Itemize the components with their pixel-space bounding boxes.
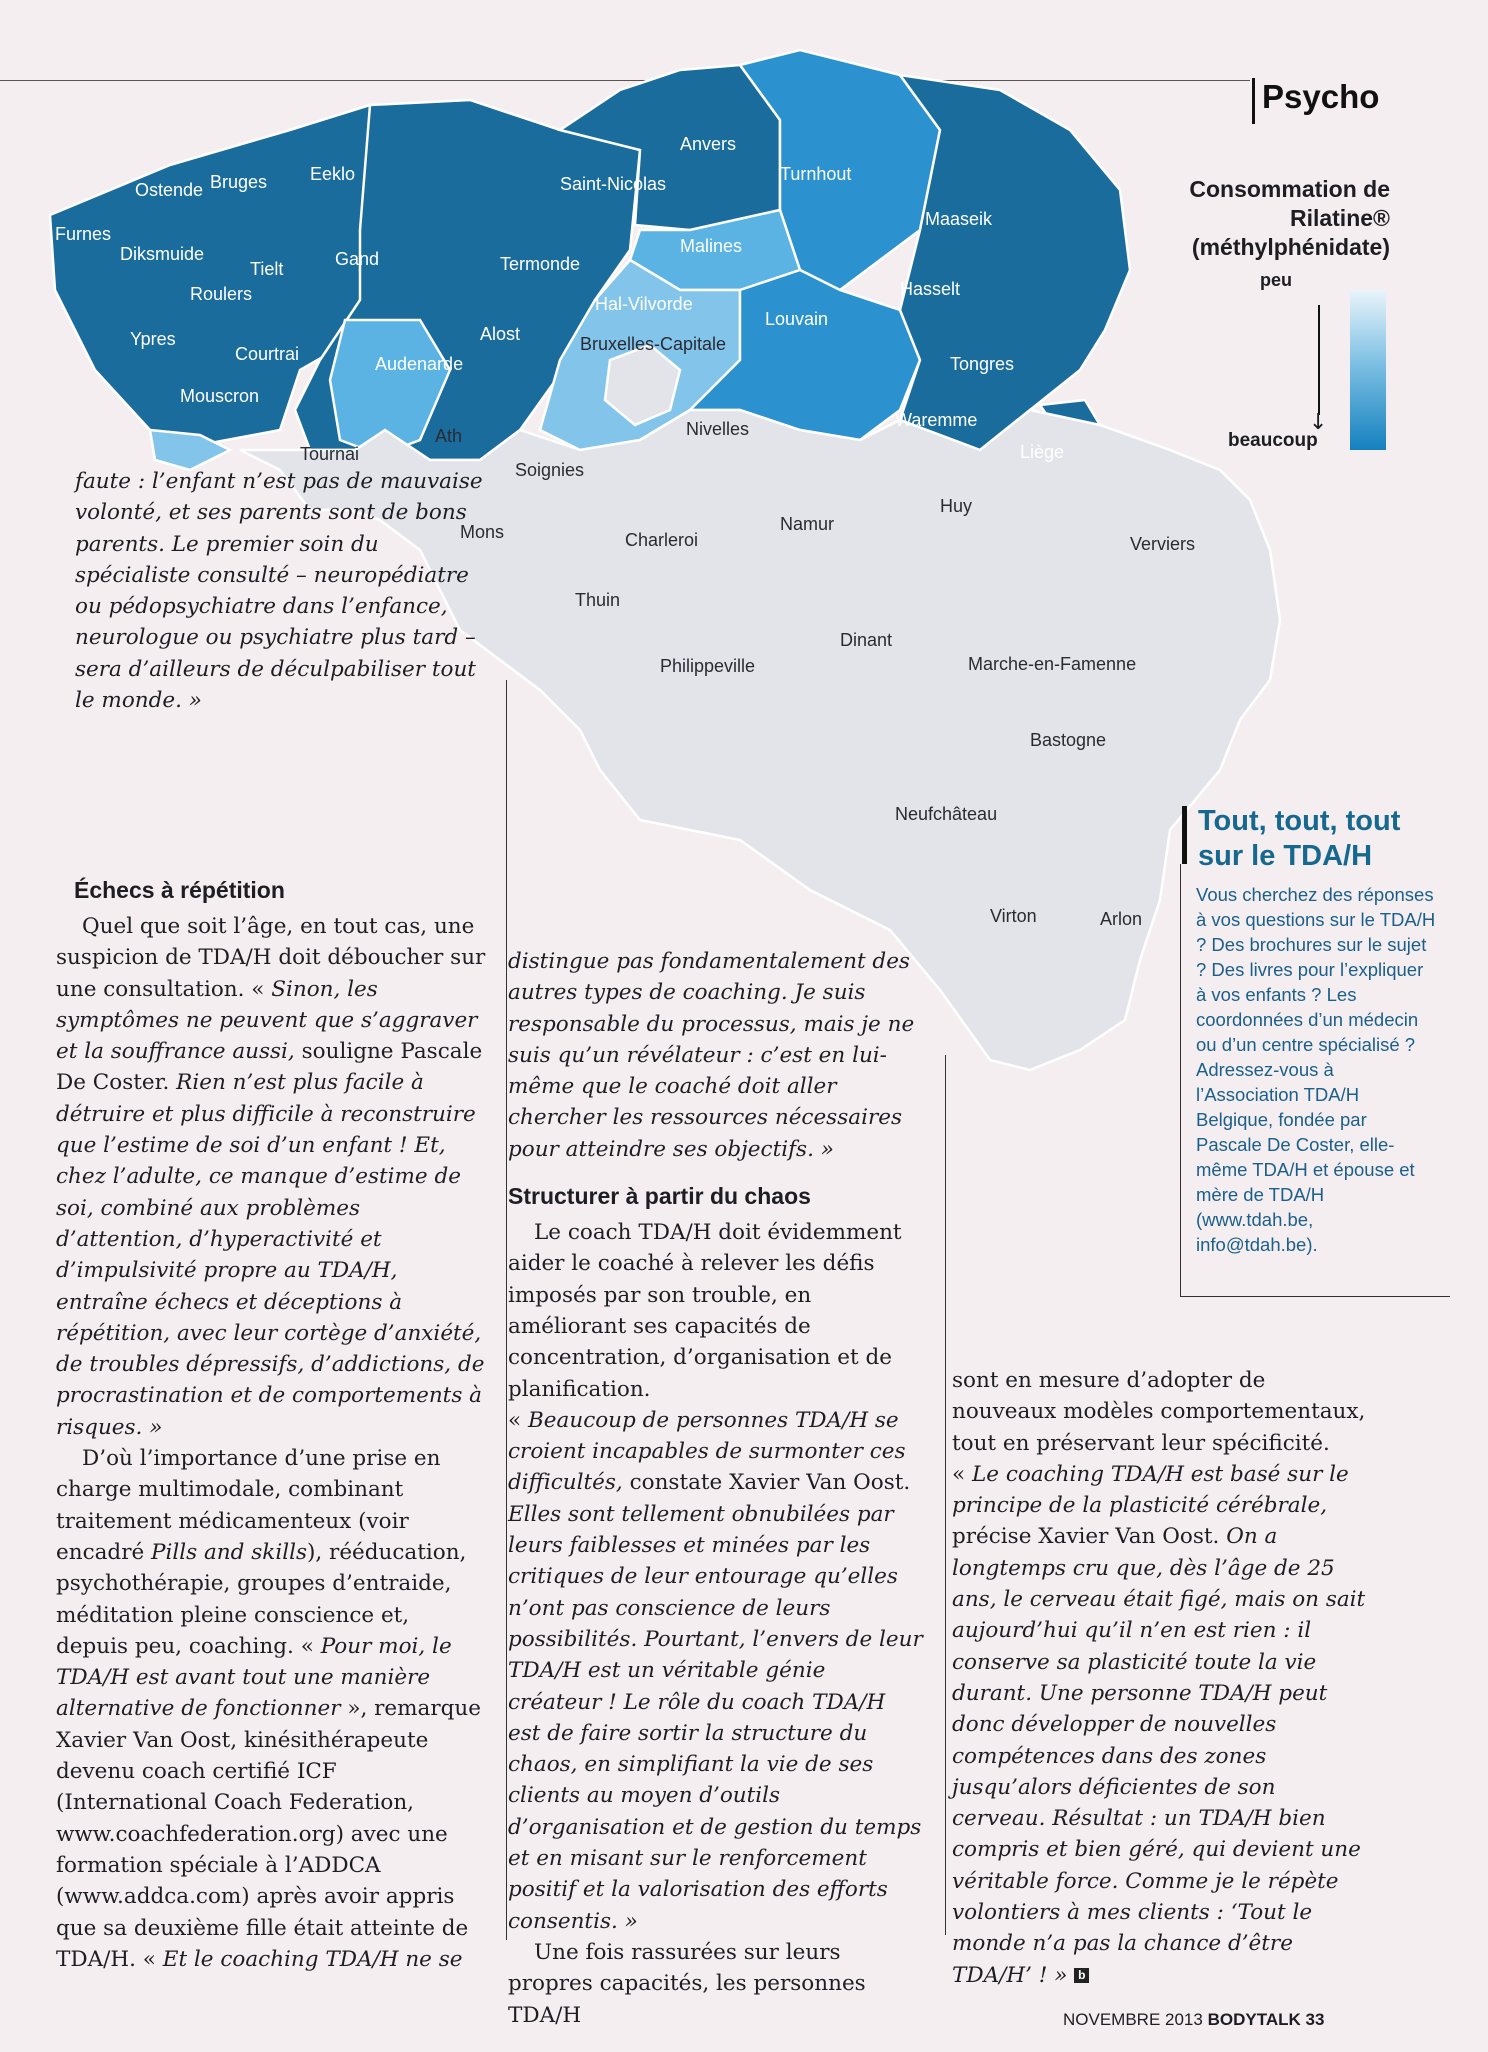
map-label-termonde: Termonde [500,254,581,274]
map-label-malines: Malines [680,236,743,256]
end-mark-icon: b [1074,1968,1089,1983]
map-label-ath: Ath [435,426,463,446]
map-label-bastogne: Bastogne [1030,730,1107,750]
paragraph: « Beaucoup de personnes TDA/H se croient incapables de surmonter ces difficultés, constate Xavier Van Oost. Elles sont tellement obnubilées par leurs faiblesses et minées par les critiques de leur entourage qu’elles n’ont pas conscience de leurs possibilités. Pourtant, l’envers de leur TDA/H est un véritable génie créateur ! Le rôle du coach TDA/H est de faire sortir la structure du chaos, en simplifiant la vie de ses clients au moyen d’outils d’organisation et de gestion du temps et en misant sur le renforcement positif et la valorisation des efforts consentis. » [508,1407,923,1934]
map-label-roulers: Roulers [190,284,253,304]
map-label-soignies: Soignies [515,460,585,480]
column-2 [508,946,923,2031]
map-label-hal-vilvorde: Hal-Vilvorde [595,294,693,314]
paragraph: Une fois rassurées sur leurs propres capacités, les personnes TDA/H [508,1939,866,2028]
paragraph: « Le coaching TDA/H est basé sur le principe de la plasticité cérébrale, précise Xavier Van Oost. On a longtemps cru que, dès l’âge de 25 ans, le cerveau était figé, mais on sait aujourd’hui qu’il n’en est rien : il conserve sa plasticité toute la vie durant. Une personne TDA/H peut donc développer de nouvelles compétences dans des zones jusqu’alors déficientes de son cerveau. Résultat : un TDA/H bien compris et bien géré, qui devient une véritable force. Comme je le répète volontiers à mes clients : ‘Tout le monde n’a pas la chance d’être TDA/H’ ! » b [952,1461,1366,1988]
heading-structurer: Structurer à partir du chaos [508,1183,811,1210]
paragraph: sont en mesure d’adopter de nouveaux modèles comportementaux, tout en préservant leur spécificité. [952,1368,1366,1456]
map-label-dinant: Dinant [840,630,893,650]
heading-echecs: Échecs à répétition [74,877,285,903]
map-label-li-ge: Liège [1020,442,1065,462]
map-label-eeklo: Eeklo [310,164,356,184]
map-label-tongres: Tongres [950,354,1015,374]
map-label-namur: Namur [780,514,835,534]
map-label-huy: Huy [940,496,973,516]
paragraph: D’où l’importance d’une prise en charge multimodale, combinant traitement médicamenteux (voir encadré Pills and skills), rééducation, psychothérapie, groupes d’entraide, méditation pleine conscience et, depuis peu, coaching. « Pour moi, le TDA/H est avant tout une manière alternative de fonctionner », remarque Xavier Van Oost, kinésithérapeute devenu coach certifié ICF (International Coach Federation, www.coachfederation.org) avec une formation spéciale à l’ADDCA (www.addca.com) après avoir appris que sa deuxième fille était atteinte de TDA/H. « Et le coaching TDA/H ne se [56,1446,481,1972]
map-label-mons: Mons [460,522,505,542]
legend-gradient-bar [1350,290,1386,450]
map-label-tournai: Tournai [300,444,360,464]
map-label-ypres: Ypres [130,329,176,349]
paragraph: Le coach TDA/H doit évidemment aider le coaché à relever les défis imposés par son trouble, en améliorant ses capacités de concentration, d’organisation et de planification. [508,1220,902,1402]
map-label-nivelles: Nivelles [686,419,750,439]
paragraph: Quel que soit l’âge, en tout cas, une suspicion de TDA/H doit déboucher sur une consultation. « Sinon, les symptômes ne peuvent que s’aggraver et la souffrance aussi, souligne Pascale De Coster. Rien n’est plus facile à détruire et plus difficile à reconstruire que l’estime de soi d’un enfant ! Et, chez l’adulte, ce manque d’estime de soi, combiné aux problèmes d’attention, d’hyperactivité et d’impulsivité propre au TDA/H, entraîne échecs et déceptions à répétition, avec leur cortège d’anxiété, de troubles dépressifs, d’addictions, de procrastination et de comportements à risques. » [56,914,486,1440]
legend-high-label: beaucoup [1228,430,1318,451]
map-label-anvers: Anvers [680,134,737,154]
map-label-thuin: Thuin [575,590,621,610]
map-label-maaseik: Maaseik [925,209,993,229]
map-label-diksmuide: Diksmuide [120,244,205,264]
map-label-verviers: Verviers [1130,534,1196,554]
map-label-marche-en-famenne: Marche-en-Famenne [968,654,1137,674]
page-number: 33 [1305,2010,1325,2029]
column-1 [56,873,486,1975]
map-label-turnhout: Turnhout [780,164,852,184]
page-footer [1063,2010,1324,2030]
map-label-philippeville: Philippeville [660,656,756,676]
box-accent-bar [1182,806,1187,864]
map-label-neufch-teau: Neufchâteau [895,804,998,824]
box-title: Tout, tout, tout sur le TDA/H [1198,805,1401,872]
column-3 [952,1365,1372,1991]
map-label-bruges: Bruges [210,172,268,192]
map-label-virton: Virton [990,906,1037,926]
legend-low-label: peu [1260,270,1293,290]
column-divider [506,680,507,1940]
map-label-courtrai: Courtrai [235,344,300,364]
box-frame [1180,1296,1450,1297]
map-label-waremme: Waremme [895,410,978,430]
map-label-ostende: Ostende [135,180,204,200]
map-label-louvain: Louvain [765,309,829,329]
map-label-charleroi: Charleroi [625,530,699,550]
map-label-mouscron: Mouscron [180,386,260,406]
column-divider [945,1055,946,1935]
map-label-arlon: Arlon [1100,909,1143,929]
footer-month: NOVEMBRE 2013 [1063,2010,1203,2029]
box-body: Vous cherchez des réponses à vos questions sur le TDA/H ? Des brochures sur le sujet ? Des livres pour l’expliquer à vos enfants ? Les coordonnées d’un médecin ou d’un centre spécialisé ? Adressez-vous à l’Association TDA/H Belgique, fondée par Pascale De Coster, elle-même TDA/H et épouse et mère de TDA/H (www.tdah.be, info@tdah.be). [1196,884,1436,1255]
section-title: Psycho [1262,78,1380,115]
legend-title: Consommation de Rilatine® (méthylphénidate) [1189,176,1390,260]
map-label-tielt: Tielt [250,259,284,279]
map-label-saint-nicolas: Saint-Nicolas [560,174,667,194]
legend-arrow [1318,305,1320,415]
map-label-alost: Alost [480,324,521,344]
map-label-audenarde: Audenarde [375,354,464,374]
box-frame [1180,864,1181,1296]
map-label-hasselt: Hasselt [900,279,961,299]
map-label-bruxelles-capitale: Bruxelles-Capitale [580,334,727,354]
map-label-furnes: Furnes [55,224,112,244]
map-label-gand: Gand [335,249,380,269]
footer-magazine: BODYTALK [1207,2010,1301,2029]
arrow-down-icon: ↓ [1309,410,1328,435]
paragraph: distingue pas fondamentalement des autres types de coaching. Je suis responsable du processus, mais je ne suis qu’un révélateur : c’est en lui-même que le coaché doit aller chercher les ressources nécessaires pour atteindre ses objectifs. » [508,949,915,1162]
quote-continuation: faute : l’enfant n’est pas de mauvaise volonté, et ses parents sont de bons parents. Le premier soin du spécialiste consulté – neuropédiatre ou pédopsychiatre dans l’enfance, neurologue ou psychiatre plus tard – sera d’ailleurs de déculpabiliser tout le monde. » [75,469,483,714]
